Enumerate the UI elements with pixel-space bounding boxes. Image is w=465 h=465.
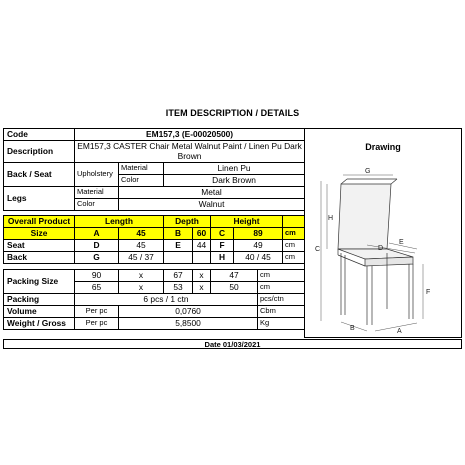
back-length-value: 45 / 37 [119,252,164,264]
legs-material-label: Material [75,187,119,199]
date-row: Date 01/03/2021 [3,339,462,349]
packing-size-1-x1: x [119,270,164,282]
legs-color-label: Color [75,199,119,211]
volume-per: Per pc [75,306,119,318]
seat-length-code: D [75,240,119,252]
packing-size-1-x2: x [193,270,211,282]
seat-depth-value: 44 [193,240,211,252]
description-label: Description [4,141,75,163]
weight-value: 5,8500 [119,318,258,330]
length-header: Length [75,216,164,228]
overall-length-value: 45 [119,228,164,240]
chair-drawing [305,129,461,337]
packing-size-1-b: 67 [164,270,193,282]
packing-size-2-b: 53 [164,282,193,294]
packing-size-label: Packing Size [4,270,75,294]
drawing-title: Drawing [365,142,401,152]
seat-length-value: 45 [119,240,164,252]
packing-label: Packing [4,294,75,306]
drawing-panel [304,128,462,338]
upholstery-material-value: Linen Pu [164,163,305,175]
dim-label-d: D [378,245,384,252]
upholstery-color-value: Dark Brown [164,175,305,187]
overall-depth-code: B [164,228,193,240]
seat-label: Seat [4,240,75,252]
dims-header-row [4,216,305,228]
code-value: EM157,3 (E-00020500) [75,129,305,141]
seat-height-code: F [211,240,234,252]
back-seat-label: Back / Seat [4,163,75,187]
upholstery-label: Upholstery [75,163,119,187]
page-title: ITEM DESCRIPTION / DETAILS [165,108,300,118]
volume-value: 0,0760 [119,306,258,318]
spec-table [3,128,305,330]
description-value: EM157,3 CASTER Chair Metal Walnut Paint / Linen Pu Dark Brown [75,141,305,163]
upholstery-color-label: Color [119,175,164,187]
weight-per: Per pc [75,318,119,330]
packing-size-1-a: 90 [75,270,119,282]
seat-dims-row [4,240,305,252]
packing-size-2-unit: cm [258,282,305,294]
legs-label: Legs [4,187,75,211]
packing-size-2-a: 65 [75,282,119,294]
overall-product-label: Overall Product [4,216,75,228]
legs-color-value: Walnut [119,199,305,211]
code-row [4,129,305,141]
seat-unit: cm [283,240,305,252]
volume-row [4,306,305,318]
volume-label: Volume [4,306,75,318]
packing-row [4,294,305,306]
overall-size-row [4,228,305,240]
dim-label-c: C [315,246,321,253]
weight-row [4,318,305,330]
overall-unit: cm [283,228,305,240]
dim-label-f: F [426,289,431,296]
depth-header: Depth [164,216,211,228]
height-header: Height [211,216,283,228]
packing-value: 6 pcs / 1 ctn [75,294,258,306]
overall-height-code: C [211,228,234,240]
weight-unit: Kg [258,318,305,330]
dim-label-b: B [350,325,355,332]
dim-label-e: E [399,239,404,246]
size-label: Size [4,228,75,240]
code-label: Code [4,129,75,141]
volume-unit: Cbm [258,306,305,318]
back-dims-row [4,252,305,264]
back-height-code: H [211,252,234,264]
upholstery-material-label: Material [119,163,164,175]
weight-label: Weight / Gross [4,318,75,330]
back-label: Back [4,252,75,264]
packing-unit: pcs/ctn [258,294,305,306]
description-row [4,141,305,163]
overall-depth-value: 60 [193,228,211,240]
packing-size-2-x2: x [193,282,211,294]
back-unit: cm [283,252,305,264]
seat-depth-code: E [164,240,193,252]
overall-height-value: 89 [234,228,283,240]
packing-size-1-c: 47 [211,270,258,282]
back-height-value: 40 / 45 [234,252,283,264]
chair-seat-front [365,257,413,266]
seat-height-value: 49 [234,240,283,252]
packing-size-2-x1: x [119,282,164,294]
dim-label-h: H [328,215,334,222]
overall-length-code: A [75,228,119,240]
dim-label-g: G [365,168,371,175]
legs-material-value: Metal [119,187,305,199]
back-length-code: G [75,252,119,264]
packing-size-2-c: 50 [211,282,258,294]
dim-label-a: A [397,328,402,335]
packing-size-row-1 [4,270,305,282]
packing-size-1-unit: cm [258,270,305,282]
back-seat-row-1 [4,163,305,175]
chair-backrest [338,184,391,249]
legs-row-1 [4,187,305,199]
